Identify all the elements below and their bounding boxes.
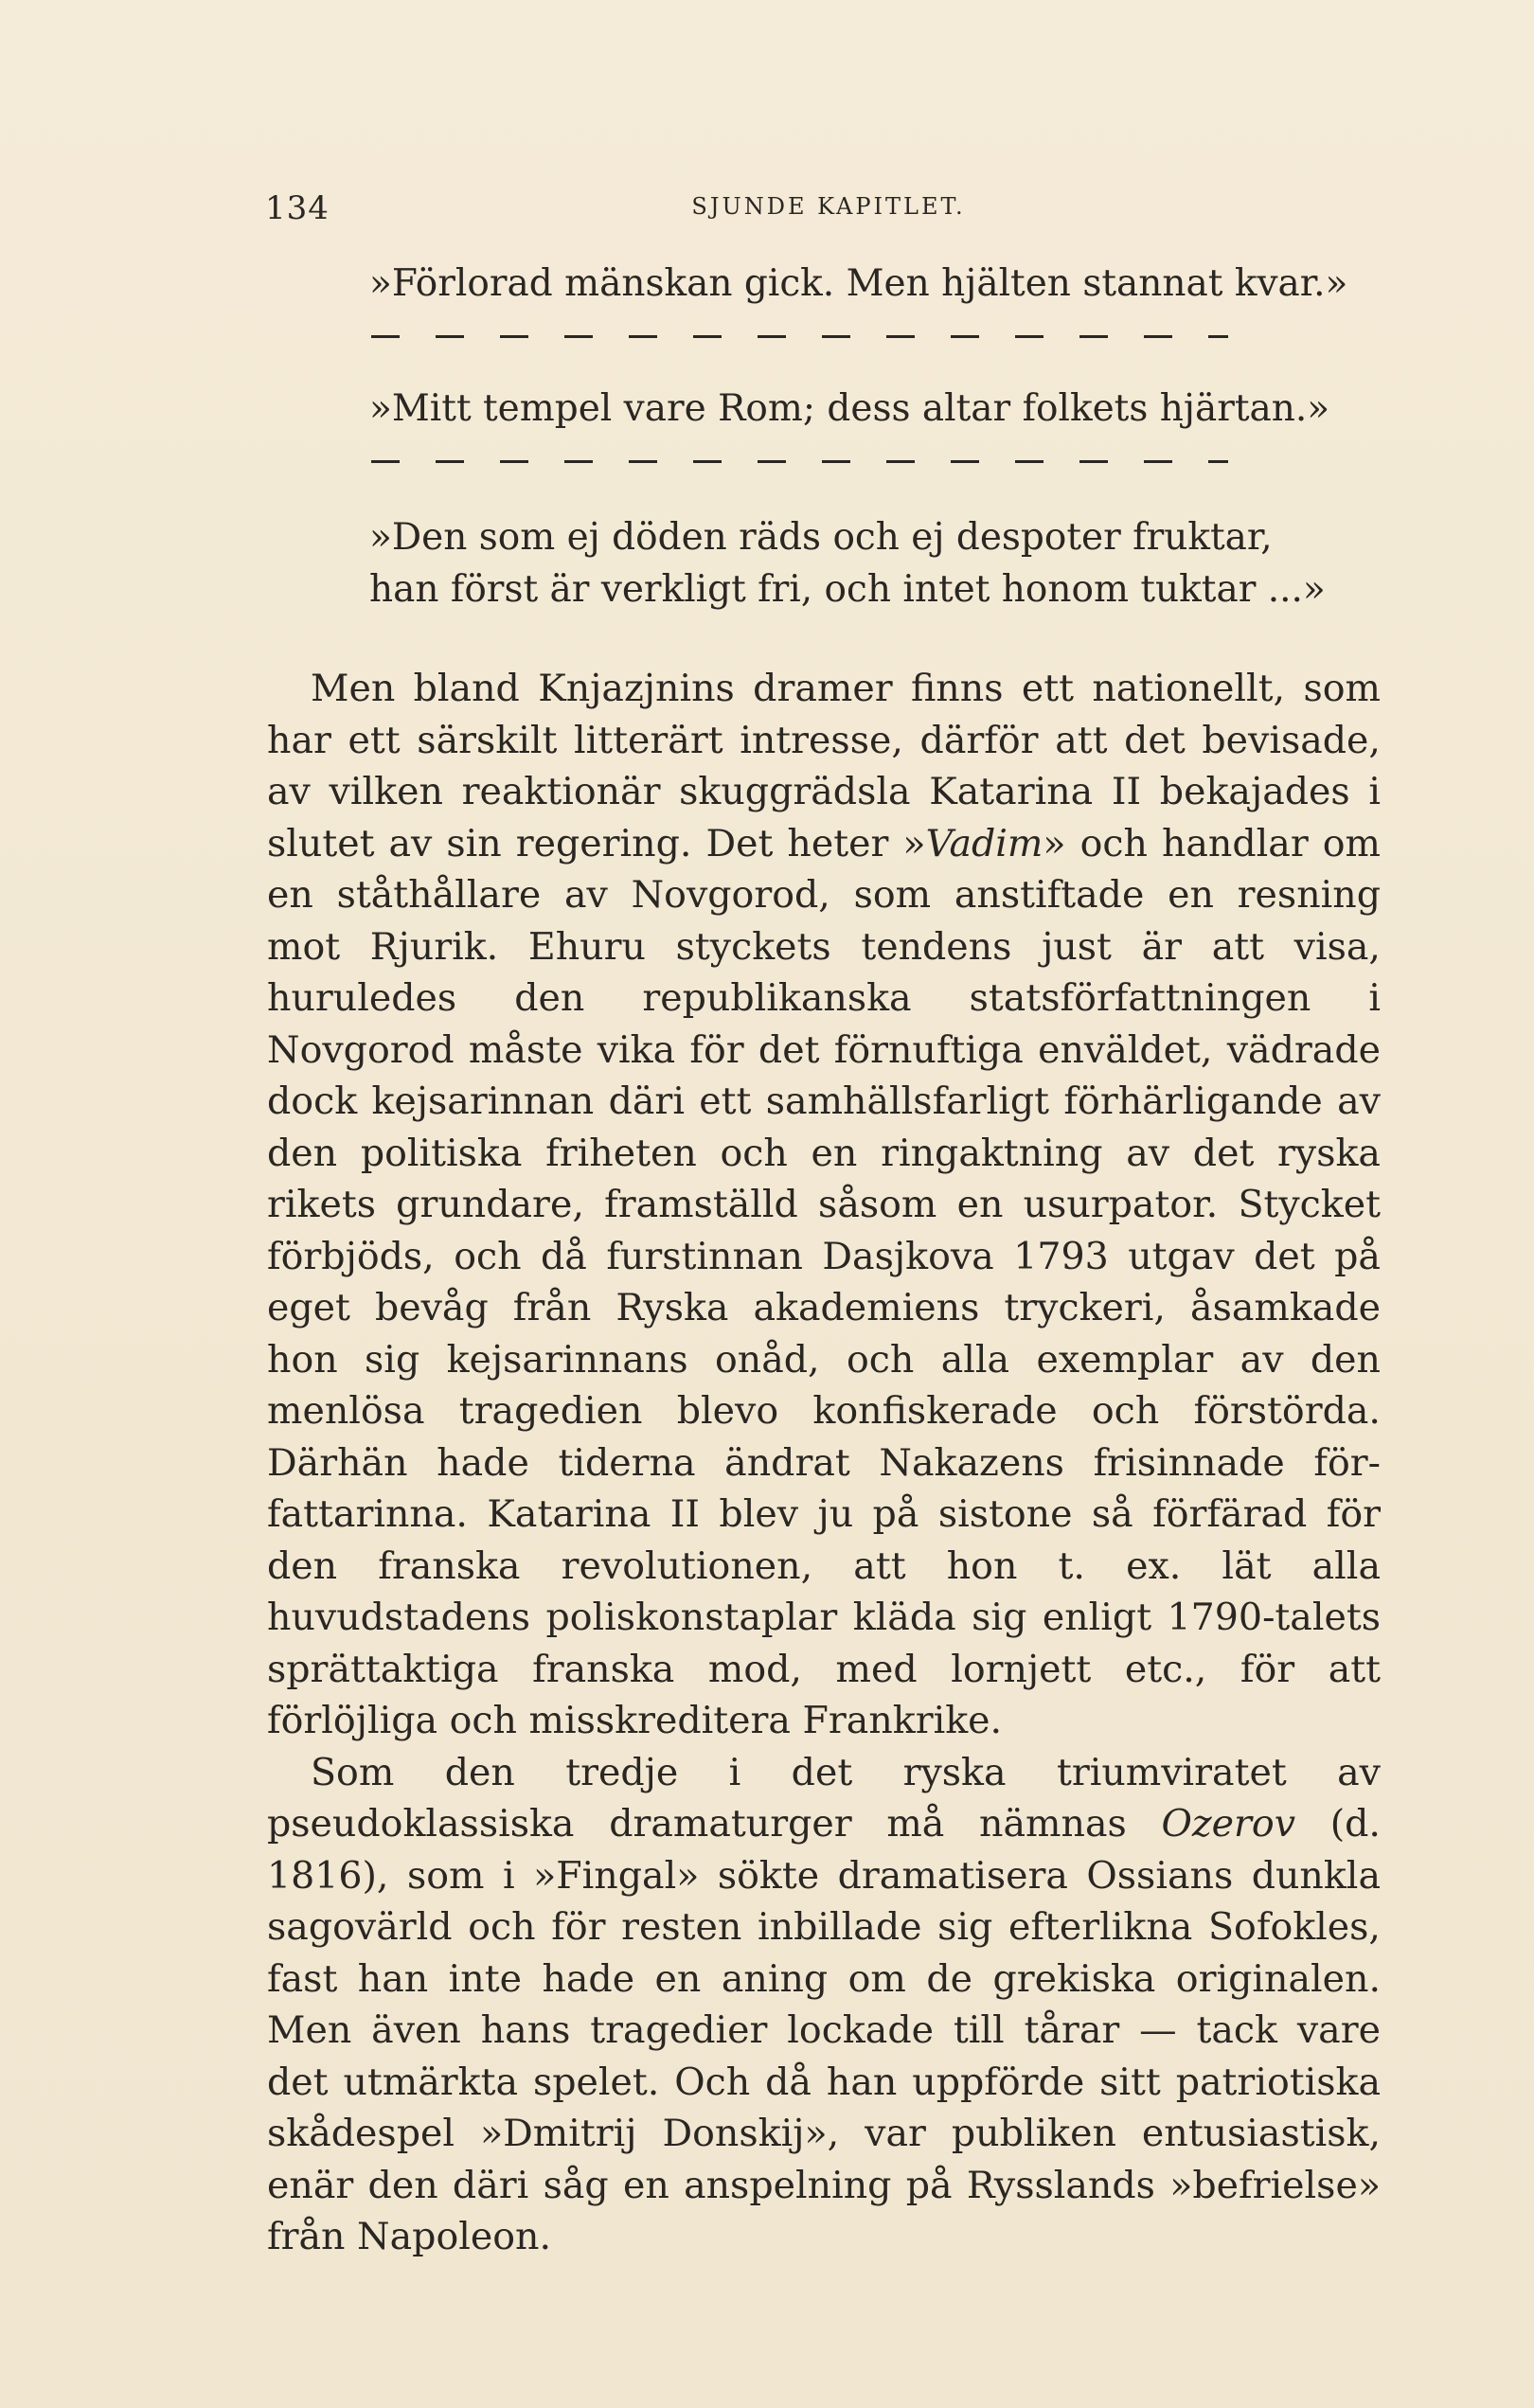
- verse-line: »Den som ej döden räds och ej despoter fruktar,: [369, 516, 1273, 559]
- paragraph-text: Men bland Knjazjnins dramer finns ett nationellt, som har ett särskilt litterärt intresse, därför att det bevisade, av vilken reaktionär skuggrädsla Katarina II bekajades i slutet av sin regering. Det heter »: [267, 667, 1381, 865]
- paragraph: [267, 1747, 1381, 2263]
- page-number: 134: [265, 189, 330, 227]
- paragraph-text: (d. 1816), som i »Fingal» sökte dramatisera Ossians dunkla sagovärld och för resten inbillade sig efterlikna Sofokles, fast han inte hade en aning om de grekiska originalen. Men även hans tragedier lockade till tårar — tack vare det utmärkta spelet. Och då han uppförde sitt patriotiska skådespel »Dmitrij Donskij», var publiken entusiastisk, enär den däri såg en anspelning på Rysslands »befrielse» från Napoleon.: [267, 1802, 1381, 2258]
- play-title: Vadim: [925, 821, 1043, 865]
- dash-separator: [371, 335, 1228, 338]
- body-text: [267, 663, 1381, 2263]
- dash-separator: [371, 460, 1228, 463]
- verse-line: »Mitt tempel vare Rom; dess altar folkets hjärtan.»: [369, 387, 1330, 430]
- verse-line: han först är verkligt fri, och intet honom tuktar ...»: [369, 568, 1326, 611]
- paragraph: [267, 663, 1381, 1747]
- paragraph-text: » och handlar om en ståthållare av Novgorod, som anstiftade en resning mot Rjurik. Ehuru styckets tendens just är att visa, huruledes den republikanska statsförfattningen i Novgorod måste vika för det förnuftiga enväldet, vädrade dock kejsarinnan däri ett samhällsfarligt förhärligande av den politiska friheten och en ringaktning av det ryska rikets grundare, framställd såsom en usurpator. Stycket förbjöds, och då furstinnan Dasjkova 1793 utgav det på eget bevåg från Ryska akademiens tryckeri, åsamkade hon sig kejsarinnans onåd, och alla exemplar av den menlösa tragedien blevo konfiskerade och förstörda. Därhän hade tiderna ändrat Nakazens frisinnade författarinna. Katarina II blev ju på sistone så förfärad för den franska revolutionen, att hon t. ex. lät alla huvudstadens poliskonstaplar kläda sig enligt 1790-talets sprättaktiga franska mod, med lornjett etc., för att förlöjliga och misskreditera Frankrike.: [267, 821, 1381, 1742]
- running-title: SJUNDE KAPITLET.: [691, 193, 966, 220]
- paragraph-text: Som den tredje i det ryska triumviratet av pseudoklassiska dramaturger må nämnas: [267, 1750, 1381, 1846]
- page-header: [265, 189, 1392, 237]
- verse-line: »Förlorad mänskan gick. Men hjälten stannat kvar.»: [369, 262, 1348, 305]
- author-name: Ozerov: [1161, 1802, 1296, 1846]
